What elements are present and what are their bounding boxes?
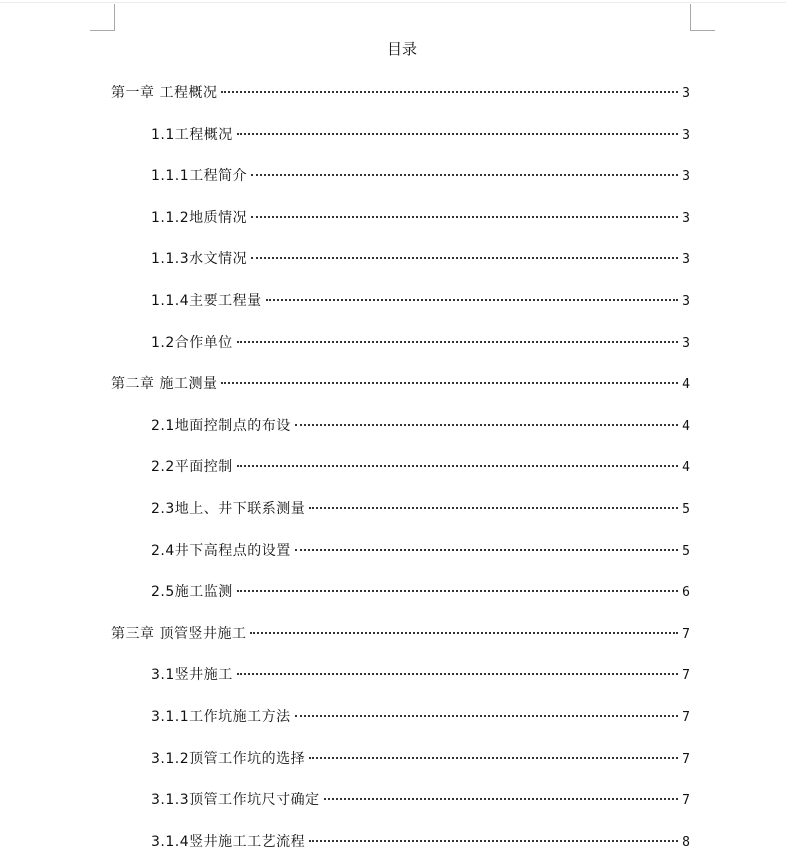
dot-leader: [295, 715, 679, 717]
toc-entry-title: 1.2合作单位: [151, 335, 233, 351]
toc-entry[interactable]: [151, 831, 690, 853]
dot-leader: [237, 673, 678, 675]
toc-entry-title: 第三章 顶管竖井施工: [111, 626, 247, 642]
toc-entry[interactable]: [111, 82, 690, 104]
toc-entry-page-number: 8: [682, 835, 690, 850]
toc-entry-title: 1.1.4主要工程量: [151, 293, 262, 309]
toc-entry-page-number: 7: [682, 710, 690, 725]
toc-entry[interactable]: [151, 789, 690, 811]
toc-entry-page-number: 7: [682, 668, 690, 683]
toc-entry-title: 2.4井下高程点的设置: [151, 543, 291, 559]
toc-entry-title: 2.3地上、井下联系测量: [151, 501, 306, 517]
dot-leader: [237, 133, 678, 135]
toc-entry[interactable]: [151, 290, 690, 312]
toc-entry-title: 3.1.1工作坑施工方法: [151, 709, 291, 725]
toc-entry[interactable]: [151, 706, 690, 728]
toc-entry[interactable]: [151, 248, 690, 270]
dot-leader: [221, 91, 678, 93]
toc-entry-title: 3.1.3顶管工作坑尺寸确定: [151, 792, 320, 808]
dot-leader: [237, 465, 678, 467]
toc-entry[interactable]: [151, 581, 690, 603]
toc-entry-page-number: 3: [682, 86, 690, 101]
toc-entry[interactable]: [151, 664, 690, 686]
toc-entry-page-number: 7: [682, 752, 690, 767]
toc-entry-page-number: 4: [682, 460, 690, 475]
dot-leader: [251, 216, 678, 218]
toc-entry-page-number: 5: [682, 502, 690, 517]
toc-entry[interactable]: [111, 373, 690, 395]
toc-entry-page-number: 3: [682, 211, 690, 226]
toc-entry[interactable]: [151, 332, 690, 354]
margin-corner-mark-left: [90, 4, 115, 31]
dot-leader: [251, 257, 678, 259]
dot-leader: [221, 382, 678, 384]
toc-entry-title: 3.1竖井施工: [151, 667, 233, 683]
toc-entry-title: 第二章 施工测量: [111, 376, 218, 392]
dot-leader: [250, 632, 678, 634]
toc-entry-page-number: 3: [682, 252, 690, 267]
toc-entry[interactable]: [151, 207, 690, 229]
toc-entry[interactable]: [151, 165, 690, 187]
toc-entry-page-number: 4: [682, 419, 690, 434]
dot-leader: [295, 424, 678, 426]
toc-entry[interactable]: [151, 456, 690, 478]
dot-leader: [309, 840, 678, 842]
toc-title: 目录: [386, 40, 417, 58]
dot-leader: [266, 299, 679, 301]
toc-entry-title: 1.1.3水文情况: [151, 251, 248, 267]
page-top-border: [0, 2, 786, 3]
toc-entry-title: 1.1.1工程简介: [151, 168, 248, 184]
toc-entry-title: 3.1.2顶管工作坑的选择: [151, 751, 306, 767]
toc-entry-page-number: 5: [682, 544, 690, 559]
toc-entry-page-number: 3: [682, 294, 690, 309]
toc-entry-page-number: 6: [682, 585, 690, 600]
toc-entry-page-number: 7: [682, 627, 690, 642]
dot-leader: [237, 590, 678, 592]
margin-corner-mark-right: [690, 4, 715, 31]
toc-entry-title: 1.1工程概况: [151, 127, 233, 143]
toc-entry-page-number: 3: [682, 169, 690, 184]
toc-entry-page-number: 3: [682, 336, 690, 351]
toc-entry[interactable]: [151, 540, 690, 562]
toc-entry-title: 2.1地面控制点的布设: [151, 418, 291, 434]
dot-leader: [324, 798, 679, 800]
toc-entry-title: 2.2平面控制: [151, 459, 233, 475]
toc-entry[interactable]: [151, 498, 690, 520]
dot-leader: [251, 174, 678, 176]
toc-entry-page-number: 7: [682, 793, 690, 808]
dot-leader: [237, 341, 678, 343]
dot-leader: [295, 549, 678, 551]
toc-entry-title: 1.1.2地质情况: [151, 210, 248, 226]
dot-leader: [309, 757, 678, 759]
toc-entry-page-number: 4: [682, 377, 690, 392]
toc-entry-title: 2.5施工监测: [151, 584, 233, 600]
toc-entry[interactable]: [111, 623, 690, 645]
toc-entry-title: 3.1.4竖井施工工艺流程: [151, 834, 306, 850]
toc-entry[interactable]: [151, 748, 690, 770]
toc-entry-title: 第一章 工程概况: [111, 85, 218, 101]
toc-entry[interactable]: [151, 124, 690, 146]
toc-entry-page-number: 3: [682, 128, 690, 143]
toc-entry[interactable]: [151, 415, 690, 437]
dot-leader: [309, 507, 678, 509]
